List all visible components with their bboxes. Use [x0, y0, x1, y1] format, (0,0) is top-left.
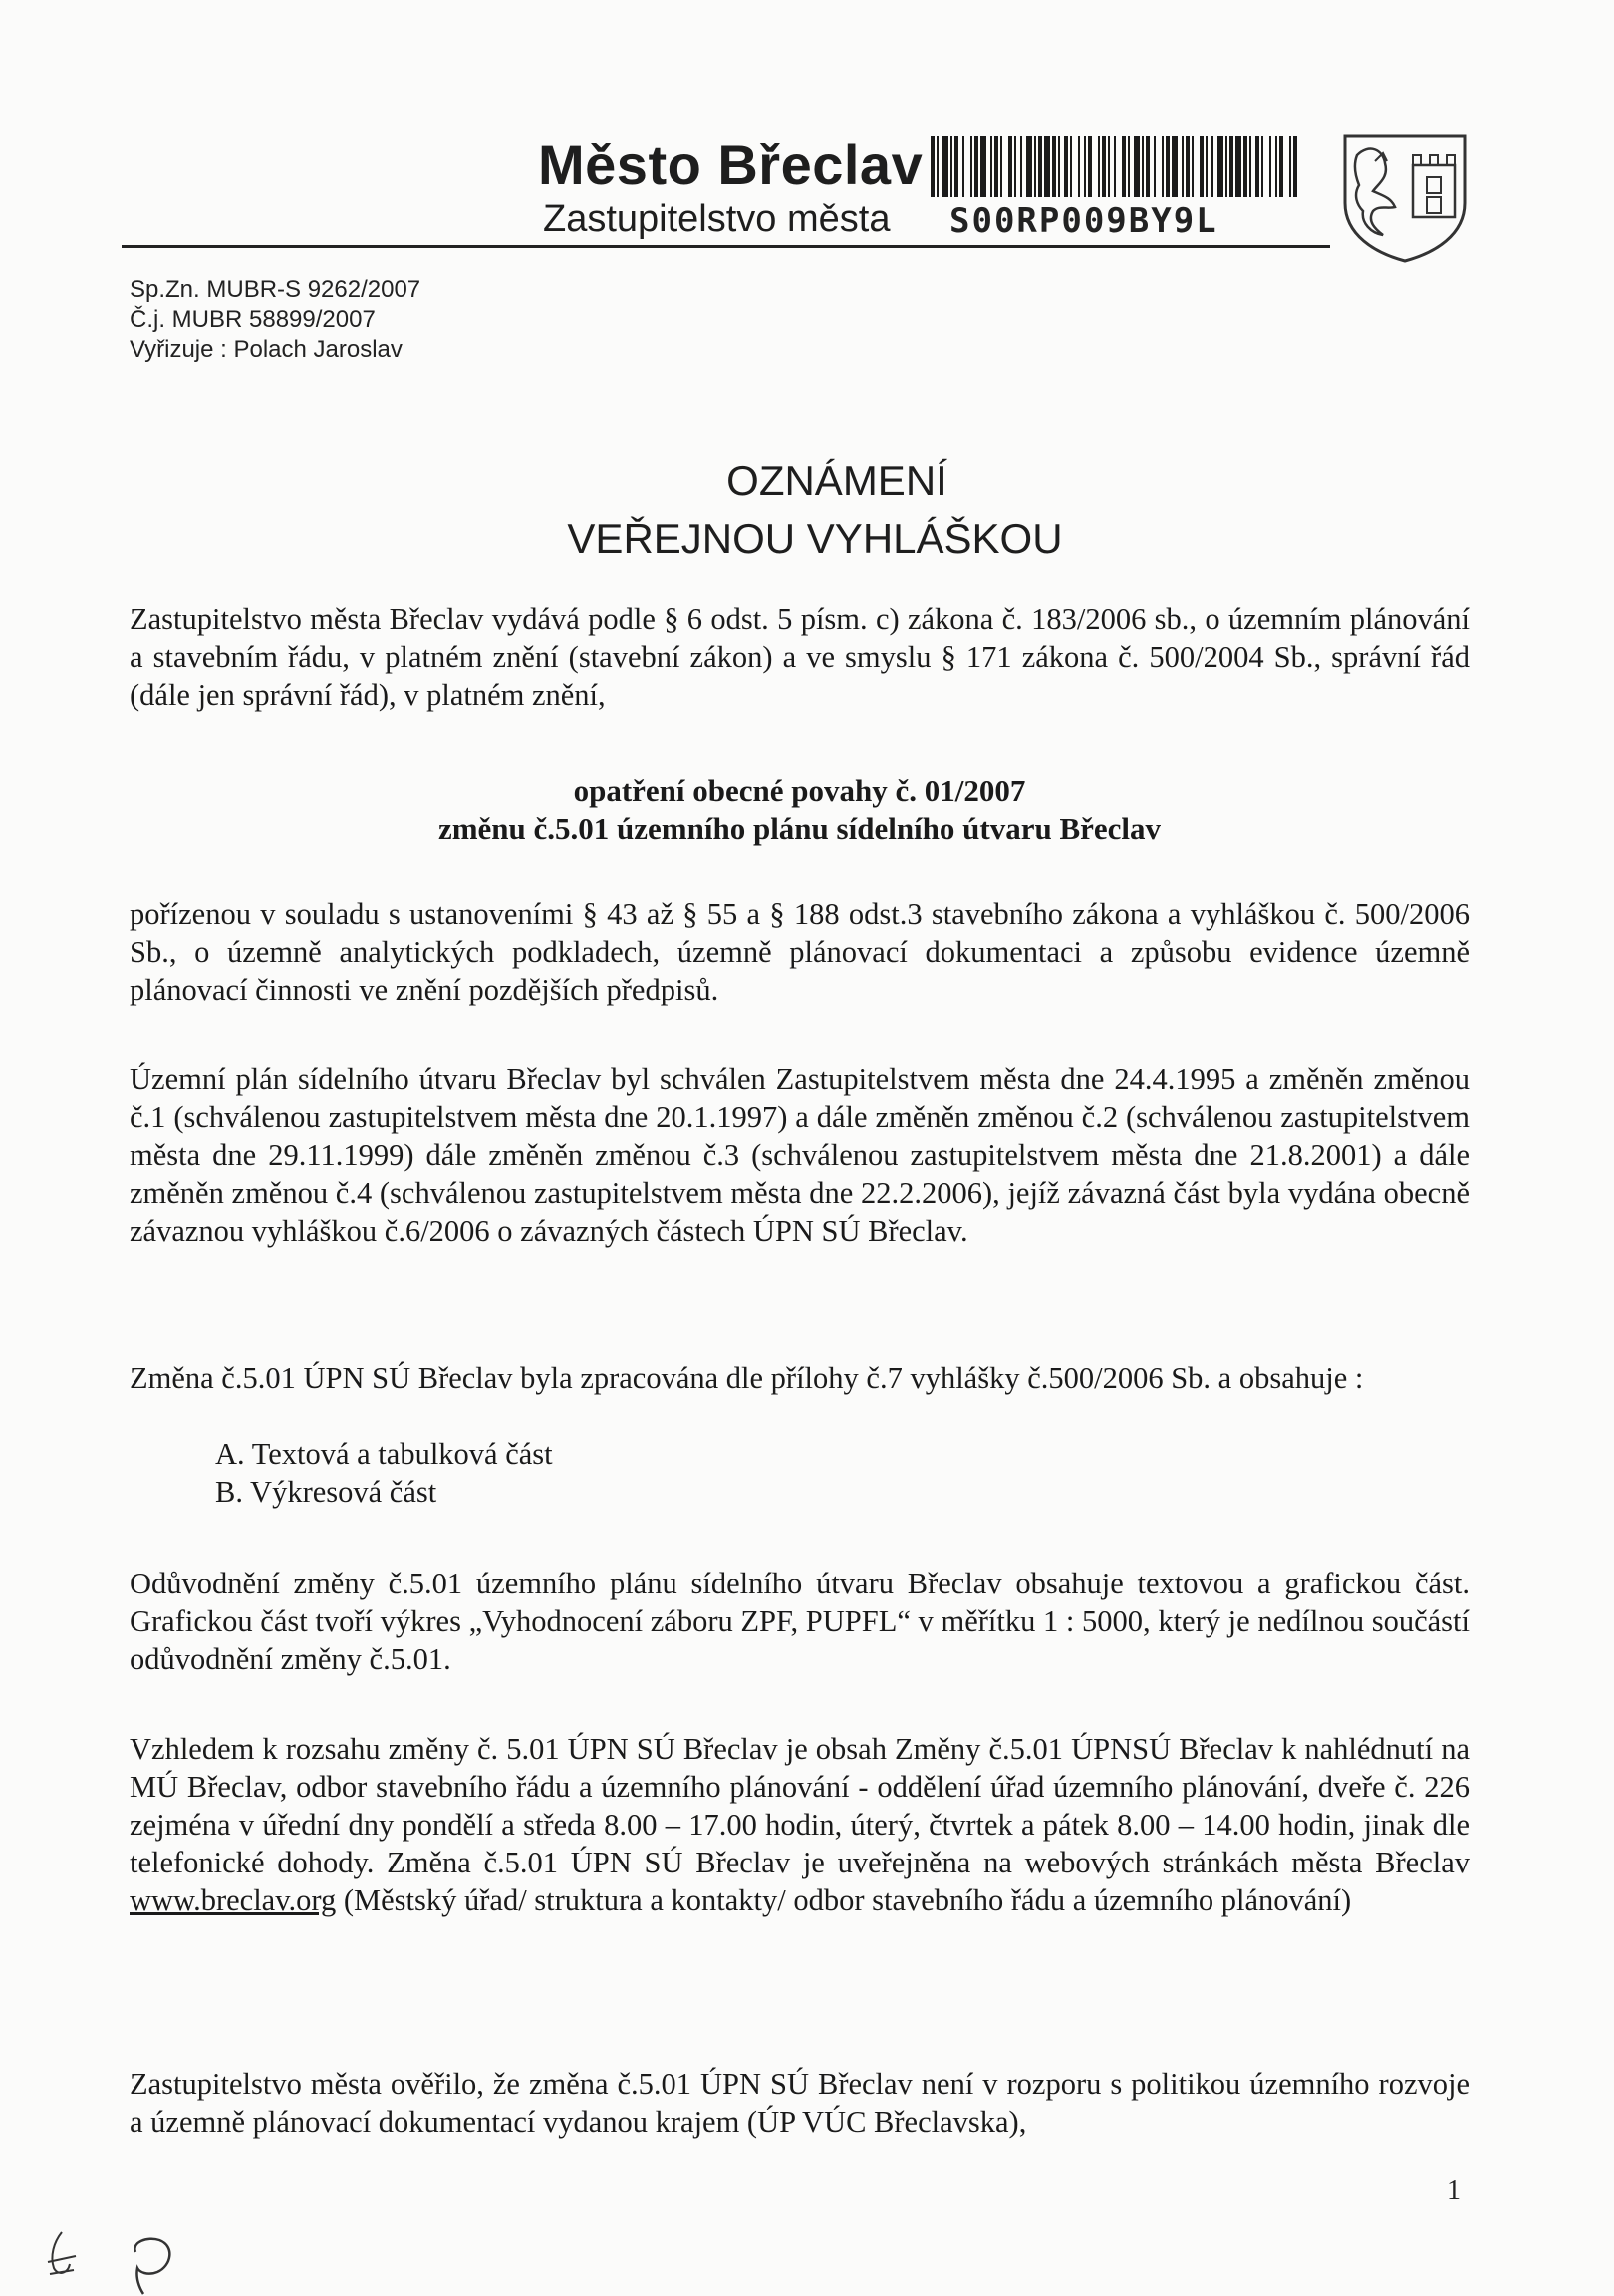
notice-subtitle: VEŘEJNOU VYHLÁŠKOU: [567, 515, 1063, 562]
reference-number: Č.j. MUBR 58899/2007: [130, 306, 376, 333]
notice-title: OZNÁMENÍ: [726, 457, 947, 504]
intro-text: Zastupitelstvo města Břeclav vydává podle § 6 odst. 5 písm. c) zákona č. 183/2006 sb., o územním plánování a stavebním řádu, v platném znění (stavební zákon) a ve smyslu § 171 zákona č. 500/2004 Sb., správní řád (dále jen správní řád), v platném znění,: [130, 602, 1470, 712]
access-paragraph: [130, 1730, 1470, 1919]
history-text: Územní plán sídelního útvaru Břeclav byl schválen Zastupitelstvem města dne 24.4.1995 a změněn změnou č.1 (schválenou zastupitelstvem města dne 20.1.1997) a dále změněn změnou č.2 (schválenou zastupitelstvem města dne 29.11.1999) dále změněn změnou č.3 (schválenou zastupitelstvem města dne 21.8.2001) a dále změněn změnou č.4 (schválenou zastupitelstvem města dne 22.2.2006), jejíž závazná část byla vydána obecně závaznou vyhláškou č.6/2006 o závazných částech ÚPN SÚ Břeclav.: [130, 1062, 1470, 1248]
contents-paragraph: [130, 1359, 1470, 1397]
document-metadata: [130, 275, 420, 365]
change-heading: změnu č.5.01 územního plánu sídelního útvaru Břeclav: [437, 811, 1162, 846]
header-divider: [122, 245, 1330, 248]
intro-paragraph: [130, 600, 1470, 714]
coat-of-arms-icon: [1335, 126, 1475, 265]
barcode-icon: [929, 136, 1299, 197]
barcode-number: S00RP009BY9L: [949, 201, 1218, 241]
contents-text: Změna č.5.01 ÚPN SÚ Břeclav byla zpracována dle přílohy č.7 vyhlášky č.500/2006 Sb. a obsahuje :: [130, 1361, 1364, 1395]
page-number: 1: [1447, 2175, 1461, 2206]
signature-icon: [40, 2212, 199, 2296]
handled-by: Vyřizuje : Polach Jaroslav: [130, 336, 403, 363]
council-subtitle: Zastupitelstvo města: [543, 198, 891, 240]
access-text: [130, 1730, 1470, 1919]
compliance-paragraph: [130, 2065, 1470, 2141]
file-reference: Sp.Zn. MUBR-S 9262/2007: [130, 276, 421, 303]
list-item: A. Textová a tabulková část: [215, 1437, 553, 1471]
justification-paragraph: [130, 1565, 1470, 1678]
access-text-part2: (Městský úřad/ struktura a kontakty/ odbor stavebního řádu a územního plánování): [336, 1883, 1352, 1917]
access-text-part1: Vzhledem k rozsahu změny č. 5.01 ÚPN SÚ Břeclav je obsah Změny č.5.01 ÚPNSÚ Břeclav k nahlédnutí na MÚ Břeclav, odbor stavebního řádu a územního plánování - oddělení úřad územního plánování, dveře č. 226 zejména v úřední dny pondělí a středa 8.00 – 17.00 hodin, úterý, čtvrtek a pátek 8.00 – 14.00 hodin, jinak dle telefonické dohody. Změna č.5.01 ÚPN SÚ Břeclav je uveřejněna na webových stránkách města Břeclav: [130, 1732, 1470, 1879]
list-item: B. Výkresová část: [215, 1475, 437, 1509]
compliance-text: Zastupitelstvo města ověřilo, že změna č.5.01 ÚPN SÚ Břeclav není v rozporu s politikou územního rozvoje a územně plánovací dokumentací vydanou krajem (ÚP VÚC Břeclavska),: [130, 2067, 1470, 2139]
justification-text: Odůvodnění změny č.5.01 územního plánu sídelního útvaru Břeclav obsahuje textovou a grafickou část. Grafickou část tvoří výkres „Vyhodnocení záboru ZPF, PUPFL“ v měřítku 1 : 5000, který je nedílnou součástí odůvodnění změny č.5.01.: [130, 1567, 1470, 1676]
history-paragraph: [130, 1060, 1470, 1250]
city-name: Město Břeclav: [538, 134, 924, 196]
website-link[interactable]: www.breclav.org: [130, 1883, 337, 1917]
procurement-text: pořízenou v souladu s ustanoveními § 43 až § 55 a § 188 odst.3 stavebního zákona a vyhláškou č. 500/2006 Sb., o územně analytických podkladech, územně plánovací dokumentaci a způsobu evidence územně plánovací činnosti ve znění pozdějších předpisů.: [130, 897, 1470, 1006]
measure-heading: opatření obecné povahy č. 01/2007: [573, 773, 1026, 808]
procurement-paragraph: [130, 895, 1470, 1008]
contents-list: [215, 1435, 553, 1511]
